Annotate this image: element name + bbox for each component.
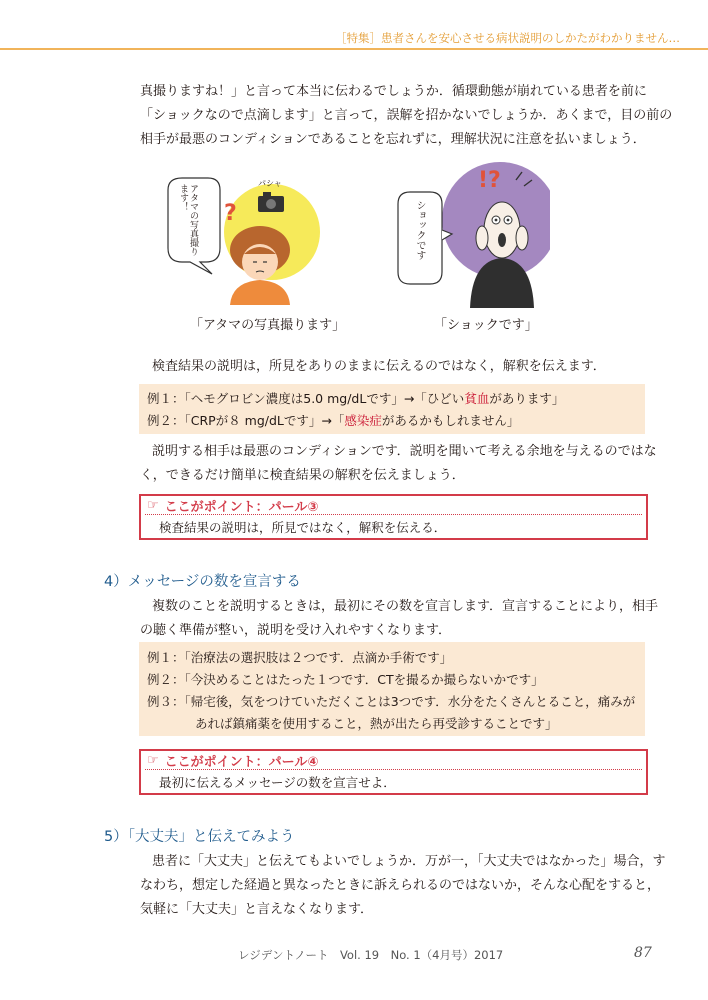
point-4-divider xyxy=(145,769,642,770)
point-3-divider xyxy=(145,514,642,515)
caption-right: 「ショックです」 xyxy=(434,318,538,333)
section-4-para-line-2: の聴く準備が整い，説明を受け入れやすくなります． xyxy=(140,623,451,638)
example-2-line-1: 例１：「治療法の選択肢は２つです．点滴か手術です」 xyxy=(147,650,453,665)
example-2-line-4: あれば鎮痛薬を使用すること，熱が出たら再受診することです」 xyxy=(195,716,558,731)
footer-journal: レジデントノート Vol. 19 No. 1（4月号）2017 xyxy=(238,948,504,962)
header-rule xyxy=(0,48,708,50)
header-title xyxy=(335,30,680,46)
point-4-body: 最初に伝えるメッセージの数を宣言せよ． xyxy=(159,775,396,790)
running-header xyxy=(0,0,708,50)
example-1-line-1 xyxy=(147,389,564,407)
example-1-line-1-highlight: 貧血 xyxy=(464,391,490,406)
pointing-hand-icon: ☞ xyxy=(147,498,159,513)
example-2-line-2: 例２：「今決めることはたった１つです．CTを撮るか撮らないかです」 xyxy=(147,672,544,687)
point-4-title-text: ここがポイント：パール④ xyxy=(164,755,319,770)
example-box-1 xyxy=(139,384,645,434)
example-1-line-1-pre: 例１：「ヘモグロビン濃度は5.0 mg/dLです」→「ひどい xyxy=(147,391,465,406)
illustration-shock xyxy=(390,160,550,308)
point-4-title xyxy=(147,751,318,770)
page-number: 87 xyxy=(634,945,652,961)
example-box-2 xyxy=(139,642,645,736)
svg-text:?: ? xyxy=(224,201,237,226)
intro-line-3: 相手が最悪のコンディションであることを忘れずに，理解状況に注意を払いましょう． xyxy=(140,132,646,147)
example-1-line-2 xyxy=(147,411,519,429)
bubble-left-line-1: アタマの写真 xyxy=(188,184,198,238)
example-1-line-2-pre: 例２：「CRPが８ mg/dLです」→「 xyxy=(147,413,345,428)
point-box-pearl-4 xyxy=(139,749,648,795)
example-1-line-1-post: があります」 xyxy=(489,391,565,406)
header-feature-title: 患者さんを安心させる病状説明のしかたがわかりません… xyxy=(381,31,680,45)
point-3-title xyxy=(147,496,318,515)
para2-line-1: 説明する相手は最悪のコンディションです．説明を聞いて考える余地を与えるのではな xyxy=(152,444,657,459)
section-5-para-line-2: なわち，想定した経過と異なったときに訴えられるのではないか，そんな心配をすると， xyxy=(140,878,661,893)
exclaim-mark: !? xyxy=(478,168,501,193)
section-5-para-line-1: 患者に「大丈夫」と伝えてもよいでしょうか．万が一，「大丈夫ではなかった」場合，す xyxy=(152,854,666,869)
intro-line-1: 真撮りますね！」と言って本当に伝わるでしょうか．循環動態が崩れている患者を前に xyxy=(140,84,647,99)
intro-line-2: 「ショックなので点滴します」と言って，誤解を招かないでしょうか．あくまで，目の前の xyxy=(140,108,673,123)
example-1-line-2-post: があるかもしれません」 xyxy=(381,413,520,428)
section-4-heading: 4）メッセージの数を宣言する xyxy=(104,574,301,590)
pointing-hand-icon: ☞ xyxy=(147,753,159,768)
bubble-text-right: ショックです xyxy=(414,200,425,260)
header-tag: ［特集］ xyxy=(335,31,381,45)
section-4-para-line-1: 複数のことを説明するときは，最初にその数を宣言します．宣言することにより，相手 xyxy=(152,599,658,614)
camera-sound: パシャ xyxy=(258,179,282,188)
para1-line: 検査結果の説明は，所見をありのままに伝えるのではなく，解釈を伝えます． xyxy=(152,359,606,374)
point-box-pearl-3 xyxy=(139,494,648,540)
example-2-line-3: 例３：「帰宅後，気をつけていただくことは3つです．水分をたくさんとること，痛みが xyxy=(147,694,636,709)
para2-line-2: く，できるだけ簡単に検査結果の解釈を伝えましょう． xyxy=(140,468,465,483)
point-3-title-text: ここがポイント：パール③ xyxy=(164,500,319,515)
caption-left: 「アタマの写真撮ります」 xyxy=(190,318,346,333)
section-5-para-line-3: 気軽に「大丈夫」と言えなくなります． xyxy=(140,902,373,917)
section-5-heading: 5）「大丈夫」と伝えてみよう xyxy=(104,829,295,845)
bubble-left-line-2: 撮ります！ xyxy=(178,184,198,256)
bubble-text-left xyxy=(178,184,198,256)
example-1-line-2-highlight: 感染症 xyxy=(344,413,382,428)
illustration-head-photo xyxy=(160,170,330,305)
point-3-body: 検査結果の説明は，所見ではなく，解釈を伝える． xyxy=(159,520,447,535)
